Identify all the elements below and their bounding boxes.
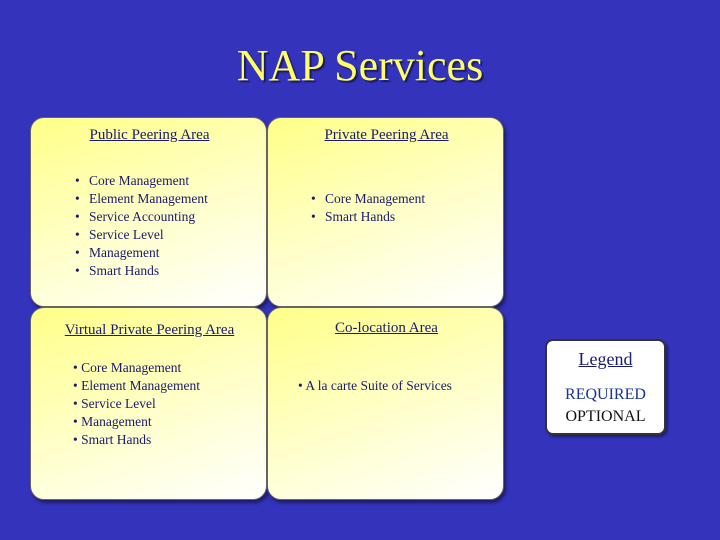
list-item: • Smart Hands <box>75 262 208 280</box>
public-peering-box <box>30 117 267 307</box>
list-item: • A la carte Suite of Services <box>298 377 452 395</box>
list-item: • Core Management <box>311 190 425 208</box>
slide-title: NAP Services <box>236 41 484 90</box>
private-peering-box <box>267 117 504 307</box>
private-peering-title: Private Peering Area <box>324 127 449 143</box>
virtual-private-peering-list <box>73 359 200 449</box>
colocation-title: Co-location Area <box>335 320 438 336</box>
legend-box <box>545 339 666 435</box>
virtual-private-peering-title: Virtual Private Peering Area <box>64 322 235 338</box>
public-peering-list <box>75 172 208 280</box>
legend-title: Legend <box>578 349 633 369</box>
list-item: • Management <box>73 413 200 431</box>
colocation-list <box>298 377 452 395</box>
virtual-private-peering-box <box>30 307 267 500</box>
list-item: • Smart Hands <box>311 208 425 226</box>
private-peering-list <box>311 190 425 226</box>
legend-required: REQUIRED <box>565 386 646 403</box>
public-peering-title: Public Peering Area <box>89 127 210 143</box>
list-item: • Management <box>75 244 208 262</box>
list-item: • Core Management <box>75 172 208 190</box>
list-item: • Service Accounting <box>75 208 208 226</box>
legend-optional: OPTIONAL <box>565 408 646 425</box>
list-item: • Service Level <box>75 226 208 244</box>
list-item: • Core Management <box>73 359 200 377</box>
list-item: • Element Management <box>73 377 200 395</box>
colocation-box <box>267 307 504 500</box>
list-item: • Element Management <box>75 190 208 208</box>
list-item: • Smart Hands <box>73 431 200 449</box>
list-item: • Service Level <box>73 395 200 413</box>
